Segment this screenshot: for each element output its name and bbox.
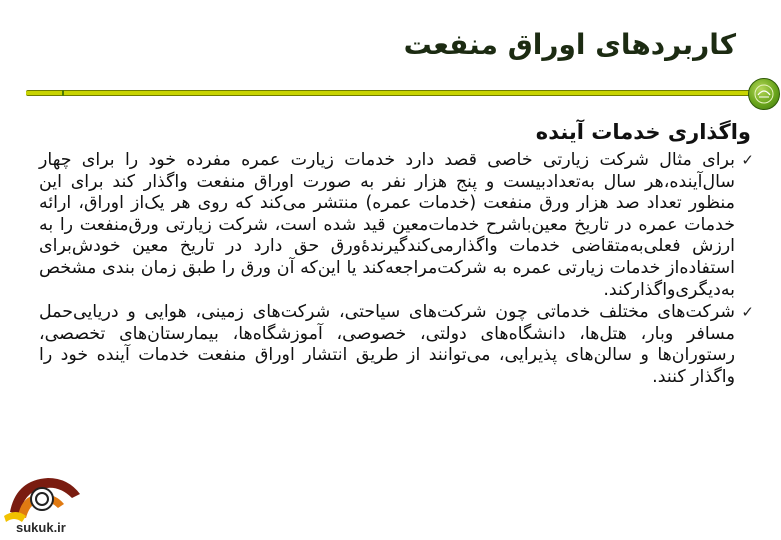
checkmark-icon: ✓ [741,151,754,169]
slide-title: کاربردهای اوراق منفعت [403,28,736,61]
slide-body [39,118,754,390]
emblem-mark [753,83,775,105]
emblem-badge-icon [748,78,780,110]
divider-ornament [62,90,64,96]
checkmark-icon: ✓ [741,303,754,322]
section-heading: واگذاری خدمات آینده [535,120,751,144]
bullet-item [39,150,754,301]
bullet-text: شرکت‌های مختلف خدماتی چون شرکت‌های سیاحتی، شرکت‌های زمینی، هوایی و دریایی‌حمل مسافر و‌بار، هتل‌ها، دانشگاه‌های دولتی، خصوصی، آموزشگاه‌ها، بیمارستان‌های تخصصی، رستوران‌ها و سالن‌های پذیرایی، می‌توانند از طریق انتشار اوراق منفعت خدمات آینده خود را واگذار کنند. [39,302,735,387]
bullet-list [39,150,754,389]
logo-label: sukuk.ir [16,520,66,535]
bullet-text: برای مثال شرکت زیارتی خاصی قصد دارد خدمات زیارت عمره مفرده خود را برای چهار سال‌آینده،‌هر سال به‌تعداد‌بیست و پنج هزار نفر به صورت اوراق منفعت واگذار کند برای این منظور تعداد صد هزار ورق منفعت (خدمات عمره) منتشر می‌کند که روی هر یک‌از اوراق، ارائه خدمات عمره در تاریخ معین‌با‌شرح خدمات‌معین قید شده است، شرکت زیارتی ورق‌منفعت را به ارزش فعلی‌به‌متقاضی خدمات واگذار‌می‌کند‌گیرندهٔ‌ورق حق دارد در تاریخ معین خودش‌برای استفاده‌از خدمات زیارتی عمره به شرکت‌مراجعه‌کند یا این‌که آن ورق را طبق زمان بندی مشخص به‌دیگری‌واگذارکند. [39,150,735,300]
bullet-item [39,302,754,388]
title-divider [26,90,752,96]
